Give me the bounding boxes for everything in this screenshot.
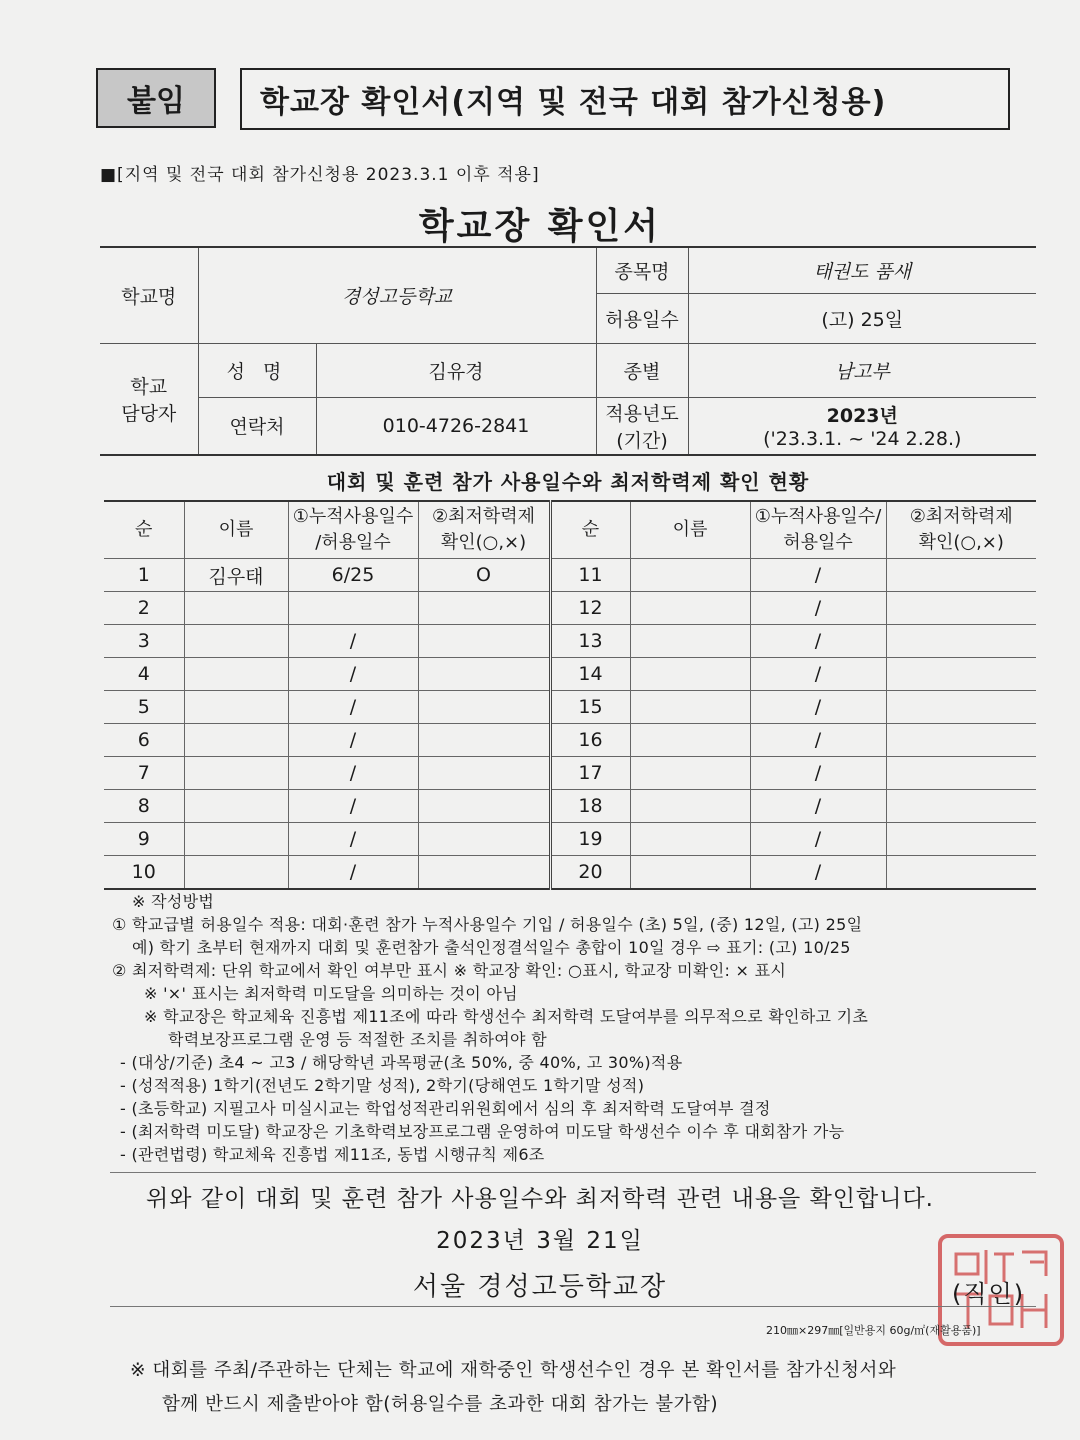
row-name [630, 757, 750, 790]
row-check [886, 625, 1036, 658]
row-check [418, 625, 550, 658]
row-check [886, 691, 1036, 724]
divider [110, 1306, 1036, 1307]
col-days-left-line2: /허용일수 [315, 532, 391, 553]
row-no: 19 [550, 823, 630, 856]
table-row [104, 757, 1036, 790]
col-check-right [886, 501, 1036, 559]
col-check-left [418, 501, 550, 559]
row-no: 3 [104, 625, 184, 658]
row-days: / [750, 559, 886, 592]
contact-label: 연락처 [198, 397, 316, 455]
row-check: O [418, 559, 550, 592]
col-no-right: 순 [550, 501, 630, 559]
row-days: / [750, 823, 886, 856]
footer-line-2: 함께 반드시 제출받아야 함(허용일수를 초과한 대회 참가는 불가함) [162, 1394, 719, 1415]
col-name-left: 이름 [184, 501, 288, 559]
row-name [630, 658, 750, 691]
note-2-b1: ※ 학교장은 학교체육 진흥법 제11조에 따라 학생선수 최저학력 도달여부를 의무적으로 확인하고 기초 [144, 1007, 869, 1026]
row-name [184, 790, 288, 823]
row-days: / [750, 691, 886, 724]
footer-note [130, 1354, 1030, 1422]
note-1-example: 예) 학기 초부터 현재까지 대회 및 훈련참가 출석인정결석일수 총합이 10일 경우 ⇨ 표기: (고) 10/25 [132, 938, 851, 957]
row-check [418, 823, 550, 856]
row-no: 5 [104, 691, 184, 724]
divider [110, 1172, 1036, 1173]
row-no: 11 [550, 559, 630, 592]
row-no: 18 [550, 790, 630, 823]
row-name [630, 856, 750, 890]
confirmation-text: 위와 같이 대회 및 훈련 참가 사용일수와 최저학력 관련 내용을 확인합니다. [146, 1186, 934, 1212]
detail-2: - (성적적용) 1학기(전년도 2학기말 성적), 2학기(당해연도 1학기말 성적) [120, 1076, 645, 1095]
col-name-right: 이름 [630, 501, 750, 559]
row-days: / [288, 823, 418, 856]
row-name [630, 559, 750, 592]
row-check [886, 592, 1036, 625]
table-row [104, 592, 1036, 625]
division-value: 남고부 [688, 343, 1036, 397]
notes-heading: ※ 작성방법 [132, 892, 215, 911]
year-period: ('23.3.1. ~ '24 2.28.) [763, 428, 962, 451]
row-check [418, 691, 550, 724]
name-label: 성 명 [198, 343, 316, 397]
row-days: / [750, 856, 886, 890]
row-check [418, 592, 550, 625]
row-days: / [750, 724, 886, 757]
row-no: 6 [104, 724, 184, 757]
row-no: 17 [550, 757, 630, 790]
manager-label [100, 343, 198, 455]
event-label: 종목명 [596, 247, 688, 293]
col-days-right-line1: ①누적사용일수/ [754, 506, 882, 527]
row-days: / [750, 658, 886, 691]
detail-3: - (초등학교) 지필고사 미실시교는 학업성적관리위원회에서 심의 후 최저학력 도달여부 결정 [120, 1099, 771, 1118]
manager-label-line1: 학교 [130, 375, 168, 398]
row-days: / [750, 757, 886, 790]
table-row [104, 658, 1036, 691]
row-name [630, 592, 750, 625]
row-days: / [288, 691, 418, 724]
roster-section-title: 대회 및 훈련 참가 사용일수와 최저학력제 확인 현황 [326, 470, 810, 494]
school-name-label: 학교명 [100, 247, 198, 343]
principal-signature: 서울 경성고등학교장 [412, 1272, 668, 1302]
row-check [418, 790, 550, 823]
row-check [418, 658, 550, 691]
row-check [886, 658, 1036, 691]
col-check-right-line2: 확인(○,×) [918, 532, 1004, 553]
info-table [100, 246, 1036, 456]
row-name [630, 625, 750, 658]
table-row [104, 625, 1036, 658]
row-days: / [288, 658, 418, 691]
row-name [184, 724, 288, 757]
row-name [630, 691, 750, 724]
row-name [184, 757, 288, 790]
row-name [630, 724, 750, 757]
attachment-label: 붙임 [96, 68, 216, 128]
note-2-b2: 학력보장프로그램 운영 등 적절한 조치를 취하여야 함 [168, 1030, 547, 1049]
row-name [630, 790, 750, 823]
detail-5: - (관련법령) 학교체육 진흥법 제11조, 동법 시행규칙 제6조 [120, 1145, 545, 1164]
row-no: 13 [550, 625, 630, 658]
row-check [886, 856, 1036, 890]
row-no: 10 [104, 856, 184, 890]
row-no: 4 [104, 658, 184, 691]
row-days: / [288, 625, 418, 658]
name-value: 김유경 [316, 343, 596, 397]
row-days: / [288, 724, 418, 757]
row-check [418, 724, 550, 757]
roster-header-row [104, 501, 1036, 559]
table-row [104, 823, 1036, 856]
note-2: ② 최저학력제: 단위 학교에서 확인 여부만 표시 ※ 학교장 확인: ○표시, 학교장 미확인: × 표시 [112, 961, 787, 980]
division-label: 종별 [596, 343, 688, 397]
table-row [104, 724, 1036, 757]
paper-spec: 210㎜×297㎜[일반용지 60g/㎡(재활용품)] [766, 1324, 981, 1337]
row-check [886, 724, 1036, 757]
row-name [184, 658, 288, 691]
row-days: / [750, 790, 886, 823]
row-no: 9 [104, 823, 184, 856]
school-name-value: 경성고등학교 [198, 247, 596, 343]
row-no: 16 [550, 724, 630, 757]
year-cell [688, 397, 1036, 455]
allowed-days-label: 허용일수 [596, 293, 688, 343]
row-check [886, 559, 1036, 592]
row-name [184, 856, 288, 890]
row-days: / [288, 757, 418, 790]
detail-1: - (대상/기준) 초4 ~ 고3 / 해당학년 과목평균(초 50%, 중 40%, 고 30%)적용 [120, 1053, 683, 1072]
row-name: 김우태 [184, 559, 288, 592]
col-days-right-line2: 허용일수 [783, 532, 853, 553]
document-title: 학교장 확인서(지역 및 전국 대회 참가신청용) [240, 68, 1010, 130]
manager-label-line2: 담당자 [121, 402, 177, 425]
row-name [184, 691, 288, 724]
row-days: / [288, 856, 418, 890]
row-no: 12 [550, 592, 630, 625]
col-days-left-line1: ①누적사용일수 [292, 506, 414, 527]
table-row [104, 790, 1036, 823]
table-row [104, 856, 1036, 890]
row-name [630, 823, 750, 856]
col-days-left [288, 501, 418, 559]
row-no: 1 [104, 559, 184, 592]
year-value: 2023년 [826, 405, 898, 428]
year-label [596, 397, 688, 455]
row-name [184, 823, 288, 856]
allowed-days-value: (고) 25일 [688, 293, 1036, 343]
row-check [418, 757, 550, 790]
row-no: 20 [550, 856, 630, 890]
row-days: 6/25 [288, 559, 418, 592]
row-check [418, 856, 550, 890]
table-row [104, 559, 1036, 592]
page-title: 학교장 확인서 [418, 206, 662, 247]
row-days: / [288, 790, 418, 823]
row-no: 15 [550, 691, 630, 724]
row-no: 8 [104, 790, 184, 823]
event-value: 태권도 품새 [688, 247, 1036, 293]
row-days [288, 592, 418, 625]
apply-note: ■[지역 및 전국 대회 참가신청용 2023.3.1 이후 적용] [100, 165, 540, 185]
year-label-line1: 적용년도 [605, 402, 679, 425]
row-days: / [750, 625, 886, 658]
row-check [886, 790, 1036, 823]
note-2-a: ※ '×' 표시는 최저학력 미도달을 의미하는 것이 아님 [144, 984, 518, 1003]
row-check [886, 823, 1036, 856]
roster-table [104, 500, 1036, 890]
issue-date: 2023년 3월 21일 [436, 1228, 644, 1254]
detail-4: - (최저학력 미도달) 학교장은 기초학력보장프로그램 운영하여 미도달 학생선수 이수 후 대회참가 가능 [120, 1122, 845, 1141]
footer-line-1: ※ 대회를 주최/주관하는 단체는 학교에 재학중인 학생선수인 경우 본 확인서를 참가신청서와 [130, 1360, 897, 1381]
row-name [184, 625, 288, 658]
col-check-right-line1: ②최저학력제 [909, 506, 1013, 527]
writing-instructions [112, 890, 1042, 1166]
row-no: 2 [104, 592, 184, 625]
note-1: ① 학교급별 허용일수 적용: 대회·훈련 참가 누적사용일수 기입 / 허용일수 (초) 5일, (중) 12일, (고) 25일 [112, 915, 863, 934]
seal-label: (직인) [952, 1280, 1026, 1308]
col-check-left-line1: ②최저학력제 [431, 506, 536, 527]
contact-value: 010-4726-2841 [316, 397, 596, 455]
col-days-right [750, 501, 886, 559]
row-days: / [750, 592, 886, 625]
row-name [184, 592, 288, 625]
row-no: 14 [550, 658, 630, 691]
row-check [886, 757, 1036, 790]
row-no: 7 [104, 757, 184, 790]
col-no-left: 순 [104, 501, 184, 559]
year-label-line2: (기간) [616, 429, 668, 452]
col-check-left-line2: 확인(○,×) [440, 532, 527, 553]
table-row [104, 691, 1036, 724]
